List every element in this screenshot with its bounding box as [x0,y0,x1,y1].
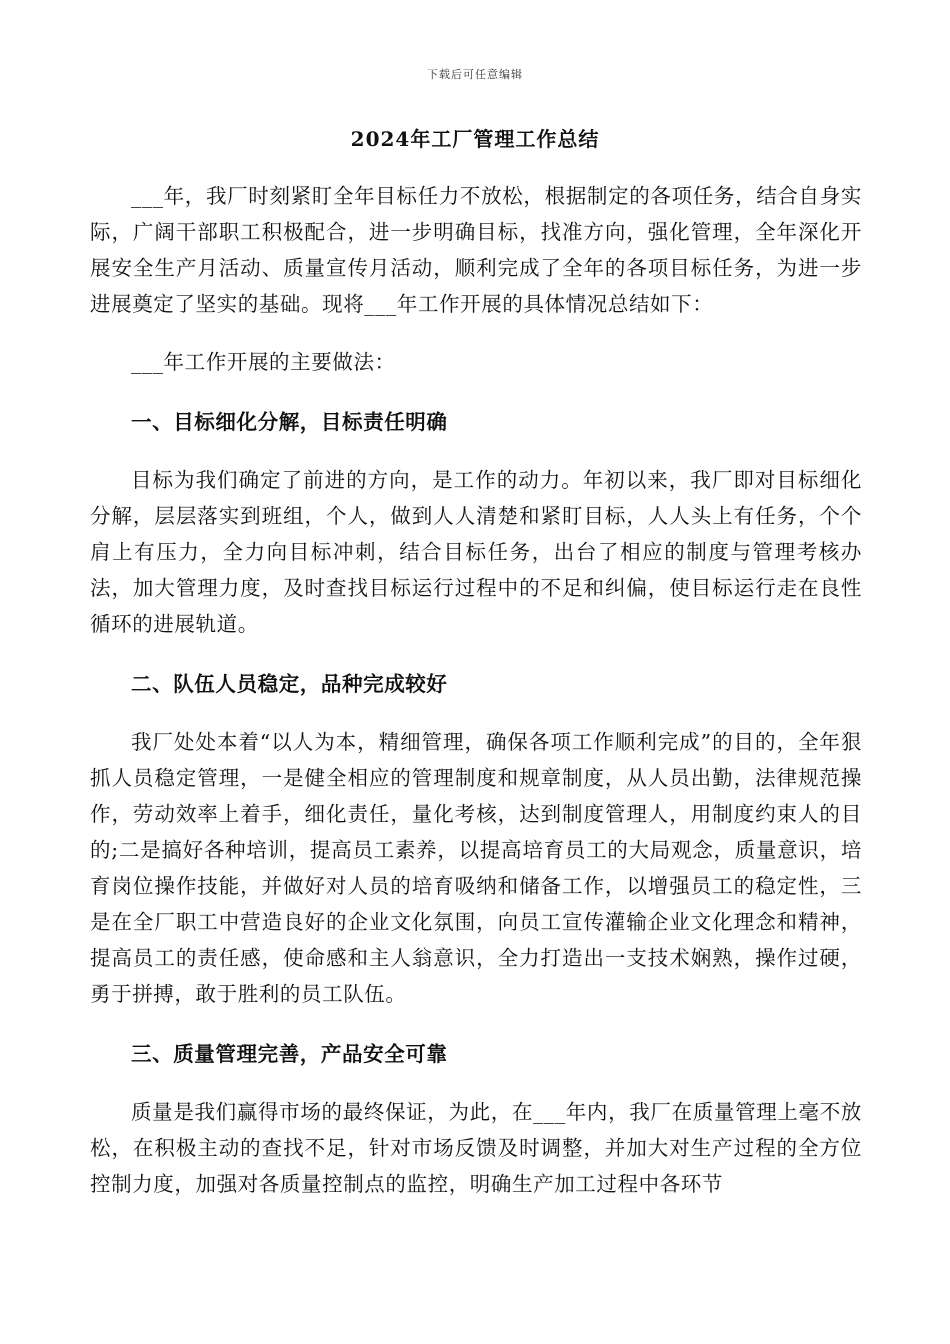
section-paragraph-3: 质量是我们赢得市场的最终保证，为此，在___年内，我厂在质量管理上毫不放松，在积极主动的查找不足，针对市场反馈及时调整，并加大对生产过程的全方位控制力度，加强对各质量控制点的监控，明确生产加工过程中各环节 [90,1100,862,1196]
section-heading-1: 一、目标细化分解，目标责任明确 [131,410,448,434]
section-heading-2: 二、队伍人员稳定，品种完成较好 [131,672,448,696]
document-body [90,178,862,1202]
intro-paragraph: ___年，我厂时刻紧盯全年目标任力不放松，根据制定的各项任务，结合自身实际，广阔干部职工积极配合，进一步明确目标，找准方向，强化管理，全年深化开展安全生产月活动、质量宣传月活动，顺利完成了全年的各项目标任务，为进一步进展奠定了坚实的基础。现将___年工作开展的具体情况总结如下： [90,184,862,316]
section-paragraph-2: 我厂处处本着“以人为本，精细管理，确保各项工作顺利完成”的目的，全年狠抓人员稳定管理，一是健全相应的管理制度和规章制度，从人员出勤，法律规范操作，劳动效率上着手，细化责任，量化考核，达到制度管理人，用制度约束人的目的;二是搞好各种培训，提高员工素养，以提高培育员工的大局观念，质量意识，培育岗位操作技能，并做好对人员的培育吸纳和储备工作，以增强员工的稳定性，三是在全厂职工中营造良好的企业文化氛围，向员工宣传灌输企业文化理念和精神，提高员工的责任感，使命感和主人翁意识，全力打造出一支技术娴熟，操作过硬，勇于拼搏，敢于胜利的员工队伍。 [90,730,862,1006]
header-note: 下载后可任意编辑 [427,68,523,81]
subtitle-paragraph: ___年工作开展的主要做法： [131,350,396,374]
section-paragraph-1: 目标为我们确定了前进的方向，是工作的动力。年初以来，我厂即对目标细化分解，层层落实到班组，个人，做到人人清楚和紧盯目标，人人头上有任务，个个肩上有压力，全力向目标冲刺，结合目标任务，出台了相应的制度与管理考核办法，加大管理力度，及时查找目标运行过程中的不足和纠偏，使目标运行走在良性循环的进展轨道。 [90,468,862,636]
document-title: 2024年工厂管理工作总结 [350,127,600,151]
section-heading-3: 三、质量管理完善，产品安全可靠 [131,1042,448,1066]
